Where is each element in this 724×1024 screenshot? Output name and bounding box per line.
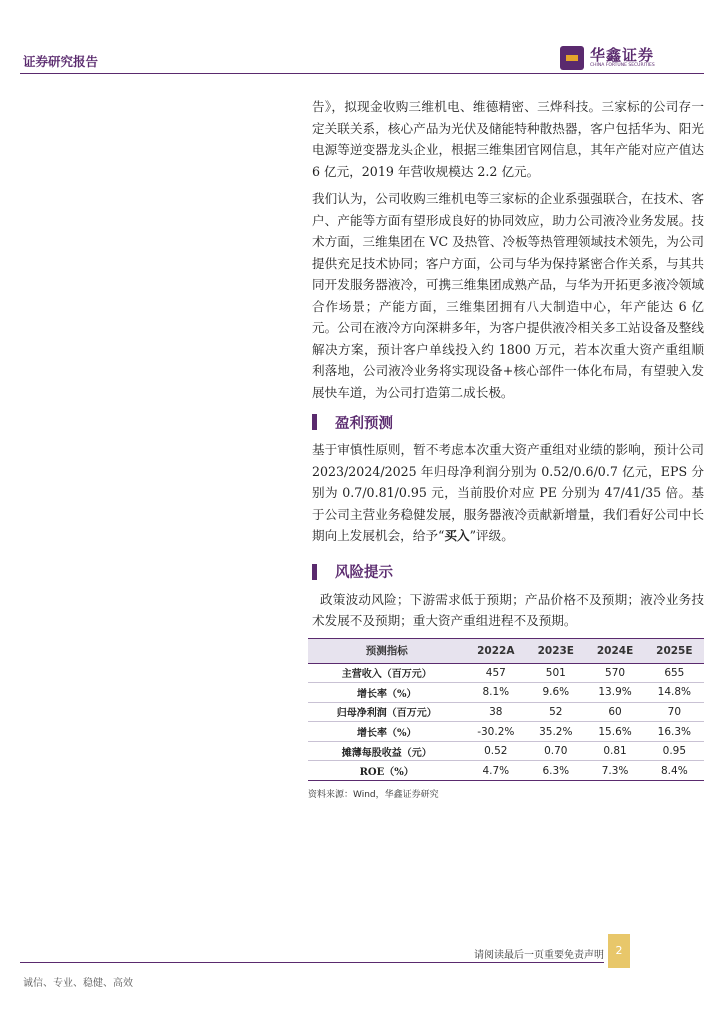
table-header-cell: 2023E xyxy=(526,638,585,663)
table-cell: 9.6% xyxy=(526,683,585,703)
section-heading-forecast xyxy=(312,409,704,435)
logo-mark-icon xyxy=(560,46,584,70)
footer-divider xyxy=(20,962,604,963)
paragraph-acquisition: 告》，拟现金收购三维机电、维德精密、三烨科技。三家标的公司存一定关联关系，核心产品为光伏及储能特种散热器，客户包括华为、阳光电源等逆变器龙头企业，根据三维集团官网信息，其年产能对应产值达 6 亿元，2019 年营收规模达 2.2 亿元。 xyxy=(312,99,704,179)
report-type-label: 证券研究报告 xyxy=(23,54,99,69)
table-cell: 52 xyxy=(526,702,585,722)
paragraph-risk: 政策波动风险；下游需求低于预期；产品价格不及预期；液冷业务技术发展不及预期；重大资产重组进程不及预期。 xyxy=(312,591,704,628)
table-header-row xyxy=(308,638,704,663)
disclaimer-link: 请阅读最后一页重要免责声明 xyxy=(474,950,604,961)
table-cell: 0.81 xyxy=(585,741,644,761)
table-cell: 13.9% xyxy=(585,683,644,703)
table-cell: 0.70 xyxy=(526,741,585,761)
table-header-cell: 2024E xyxy=(585,638,644,663)
row-label: 归母净利润（百万元） xyxy=(308,702,465,722)
section-bar-icon xyxy=(312,414,317,430)
rating-buy: 买入 xyxy=(444,528,470,543)
paragraph-forecast xyxy=(312,439,704,547)
table-header-cell: 2022A xyxy=(465,638,526,663)
table-cell: 0.52 xyxy=(465,741,526,761)
section-heading-risk xyxy=(312,559,704,585)
forecast-text-end: ”评级。 xyxy=(469,528,514,543)
table-cell: 8.1% xyxy=(465,683,526,703)
table-cell: 4.7% xyxy=(465,761,526,781)
table-source-note: 资料来源：Wind，华鑫证券研究 xyxy=(308,790,439,801)
table-cell: 15.6% xyxy=(585,722,644,742)
table-row xyxy=(308,702,704,722)
table-cell: 501 xyxy=(526,663,585,683)
section-bar-icon xyxy=(312,564,317,580)
row-label: 摊薄每股收益（元） xyxy=(308,741,465,761)
row-label: ROE（%） xyxy=(308,761,465,781)
forecast-text: 基于审慎性原则，暂不考虑本次重大资产重组对业绩的影响，预计公司 2023/2024/2025 年归母净利润分别为 0.52/0.6/0.7 亿元，EPS 分别为 0.7/0.81/0.95 元，当前股价对应 PE 分别为 47/41/35 倍。基于公司主营业务稳健发展，服务器液冷贡献新增量，我们看好公司中长期向上发展机会，给予“ xyxy=(312,442,704,543)
table-row xyxy=(308,761,704,781)
table-cell: 655 xyxy=(645,663,704,683)
paragraph-synergy: 我们认为，公司收购三维机电等三家标的企业系强强联合，在技术、客户、产能等方面有望形成良好的协同效应，助力公司液冷业务发展。技术方面，三维集团在 VC 及热管、冷板等热管理领域技术领先，为公司提供充足技术协同；客户方面，公司与华为保持紧密合作关系，与其共同开发服务器液冷，可携三维集团成熟产品，与华为开拓更多液冷领域合作场景；产能方面，三维集团拥有八大制造中心，年产能达 6 亿元。公司在液冷方向深耕多年，为客户提供液冷相关多工站设备及整线解决方案，预计客户单线投入约 1800 万元，若本次重大资产重组顺利落地，公司液冷业务将实现设备+核心部件一体化布局，有望驶入发展快车道，为公司打造第二成长极。 xyxy=(312,191,704,400)
table-cell: 35.2% xyxy=(526,722,585,742)
header-divider xyxy=(20,73,704,74)
table-cell: -30.2% xyxy=(465,722,526,742)
table-row xyxy=(308,683,704,703)
forecast-table xyxy=(308,638,704,782)
table-cell: 60 xyxy=(585,702,644,722)
table-row xyxy=(308,722,704,742)
table-cell: 0.95 xyxy=(645,741,704,761)
table-cell: 38 xyxy=(465,702,526,722)
logo-text: 华鑫证券 xyxy=(590,46,655,64)
page-number: 2 xyxy=(608,934,630,968)
table-cell: 8.4% xyxy=(645,761,704,781)
company-logo xyxy=(560,44,700,74)
footer-tagline: 诚信、专业、稳健、高效 xyxy=(23,978,133,989)
logo-subtext: CHINA FORTUNE SECURITIES xyxy=(590,63,655,68)
table-cell: 16.3% xyxy=(645,722,704,742)
row-label: 主营收入（百万元） xyxy=(308,663,465,683)
row-label: 增长率（%） xyxy=(308,683,465,703)
table-cell: 570 xyxy=(585,663,644,683)
row-label: 增长率（%） xyxy=(308,722,465,742)
table-cell: 6.3% xyxy=(526,761,585,781)
main-content xyxy=(308,96,704,801)
table-cell: 70 xyxy=(645,702,704,722)
table-row xyxy=(308,741,704,761)
table-cell: 7.3% xyxy=(585,761,644,781)
table-header-cell: 预测指标 xyxy=(308,638,465,663)
table-header-cell: 2025E xyxy=(645,638,704,663)
section-title: 风险提示 xyxy=(335,564,393,581)
table-row xyxy=(308,663,704,683)
section-title: 盈利预测 xyxy=(335,414,393,432)
table-cell: 14.8% xyxy=(645,683,704,703)
table-cell: 457 xyxy=(465,663,526,683)
